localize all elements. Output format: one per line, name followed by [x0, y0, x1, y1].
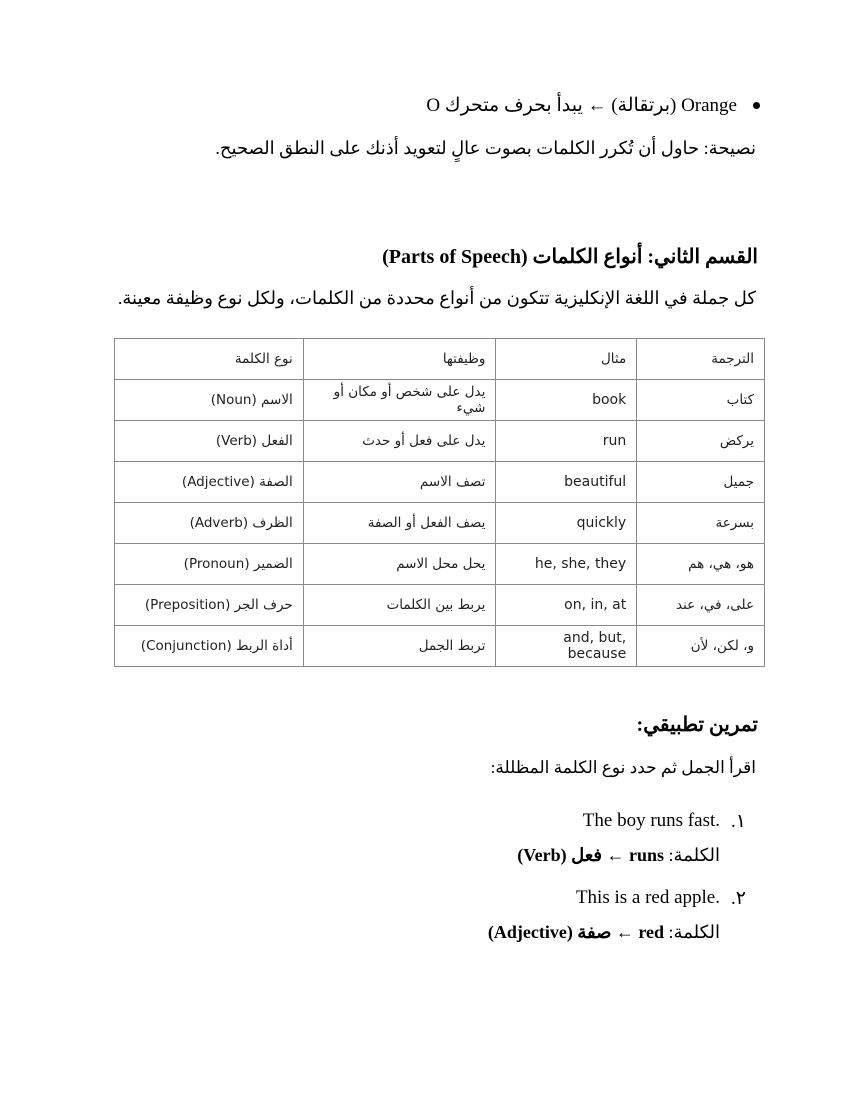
- cell-function: يصف الفعل أو الصفة: [303, 503, 496, 544]
- header-translation: الترجمة: [637, 339, 765, 380]
- header-word-type: نوع الكلمة: [115, 339, 304, 380]
- cell-function: يدل على فعل أو حدث: [303, 421, 496, 462]
- answer-text: runs ← فعل (Verb): [517, 845, 665, 865]
- question-number: ١.: [731, 811, 746, 832]
- table-row: [115, 626, 765, 667]
- bullet-item: [420, 94, 760, 117]
- header-function: وظيفتها: [303, 339, 496, 380]
- exercise-instruction: اقرأ الجمل ثم حدد نوع الكلمة المظللة:: [490, 758, 756, 777]
- answer-prefix: الكلمة:: [668, 845, 720, 865]
- cell-function: يدل على شخص أو مكان أو شيء: [303, 380, 496, 421]
- tip-text: نصيحة: حاول أن تُكرر الكلمات بصوت عالٍ لتعويد أذنك على النطق الصحيح.: [215, 138, 756, 158]
- exercise-title: تمرين تطبيقي:: [636, 714, 758, 736]
- cell-translation: و، لكن، لأن: [637, 626, 765, 667]
- cell-translation: يركض: [637, 421, 765, 462]
- table-row: [115, 544, 765, 585]
- header-example: مثال: [496, 339, 637, 380]
- cell-example: run: [496, 421, 637, 462]
- table-row: [115, 585, 765, 626]
- cell-translation: جميل: [637, 462, 765, 503]
- section-title: القسم الثاني: أنواع الكلمات (Parts of Speech): [382, 246, 758, 268]
- cell-example: he, she, they: [496, 544, 637, 585]
- question-number: ٢.: [731, 888, 746, 909]
- cell-word-type: الاسم (Noun): [115, 380, 304, 421]
- cell-word-type: الضمير (Pronoun): [115, 544, 304, 585]
- bullet-dot-icon: [753, 102, 760, 109]
- table-row: [115, 462, 765, 503]
- table-row: [115, 421, 765, 462]
- cell-translation: على، في، عند: [637, 585, 765, 626]
- cell-example: and, but, because: [496, 626, 637, 667]
- cell-word-type: حرف الجر (Preposition): [115, 585, 304, 626]
- cell-function: يحل محل الاسم: [303, 544, 496, 585]
- exercise-question-1: [346, 810, 746, 833]
- cell-example: quickly: [496, 503, 637, 544]
- exercise-answer-1: [220, 845, 720, 866]
- cell-word-type: الظرف (Adverb): [115, 503, 304, 544]
- table-row: [115, 503, 765, 544]
- cell-example: on, in, at: [496, 585, 637, 626]
- cell-example: book: [496, 380, 637, 421]
- cell-translation: هو، هي، هم: [637, 544, 765, 585]
- cell-word-type: الفعل (Verb): [115, 421, 304, 462]
- exercise-answer-2: [220, 922, 720, 943]
- cell-word-type: الصفة (Adjective): [115, 462, 304, 503]
- cell-translation: كتاب: [637, 380, 765, 421]
- cell-example: beautiful: [496, 462, 637, 503]
- cell-translation: بسرعة: [637, 503, 765, 544]
- answer-prefix: الكلمة:: [668, 922, 720, 942]
- table-header-row: [115, 339, 765, 380]
- answer-text: red ← صفة (Adjective): [487, 922, 665, 942]
- cell-function: يربط بين الكلمات: [303, 585, 496, 626]
- exercise-question-2: [346, 887, 746, 910]
- cell-function: تربط الجمل: [303, 626, 496, 667]
- question-sentence: This is a red apple.: [575, 887, 720, 908]
- cell-word-type: أداة الربط (Conjunction): [115, 626, 304, 667]
- bullet-text: Orange (برتقالة) ← يبدأ بحرف متحرك O: [426, 95, 737, 116]
- parts-of-speech-table: [114, 338, 765, 667]
- cell-function: تصف الاسم: [303, 462, 496, 503]
- table-row: [115, 380, 765, 421]
- question-sentence: The boy runs fast.: [582, 810, 720, 831]
- section-intro: كل جملة في اللغة الإنكليزية تتكون من أنواع محددة من الكلمات، ولكل نوع وظيفة معينة.: [117, 288, 756, 308]
